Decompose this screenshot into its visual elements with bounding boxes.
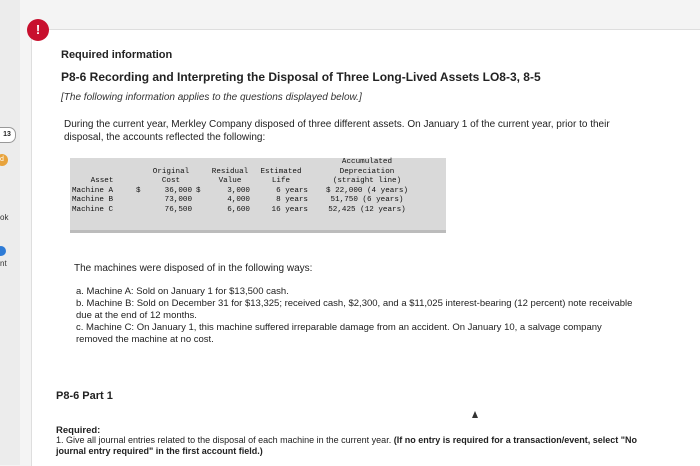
currency-symbol: [134, 196, 148, 206]
original-cost: 36,000: [164, 186, 192, 195]
header-value: Value: [218, 177, 242, 185]
accumulated-depreciation: 51,750 (6 years): [330, 196, 404, 204]
transactions-list: [76, 286, 636, 346]
sidebar-item-nt[interactable]: nt: [0, 259, 7, 268]
header-cost: Cost: [161, 177, 181, 185]
transaction-a: a. Machine A: Sold on January 1 for $13,500 cash.: [76, 286, 289, 297]
header-life: Life: [271, 177, 291, 185]
currency-symbol: $: [136, 186, 141, 195]
header-estimated: Estimated: [260, 167, 302, 176]
residual-value: 3,000: [227, 186, 250, 195]
asset-name: Machine B: [72, 196, 114, 204]
accumulated-depreciation: $ 22,000 (4 years): [325, 186, 409, 195]
sidebar-item-ok[interactable]: ok: [0, 213, 9, 222]
table-row: [70, 206, 424, 216]
sidebar-item-d[interactable]: d: [0, 154, 8, 166]
estimated-life: 16 years: [271, 205, 308, 214]
alert-icon: !: [27, 19, 49, 41]
currency-symbol: [134, 206, 148, 216]
asset-name: Machine C: [72, 205, 114, 214]
sidebar-status-dot-icon: [0, 246, 6, 256]
residual-value: 4,000: [227, 196, 250, 204]
header-accumulated: Accumulated: [341, 158, 393, 166]
table-row: [70, 196, 424, 206]
accumulated-depreciation: 52,425 (12 years): [328, 205, 406, 214]
part-label: P8-6 Part 1: [56, 390, 113, 402]
required-instruction-bold: (If no entry is required for a transaction/event, select "No journal entry required" in the first account field.): [56, 435, 638, 456]
original-cost: 73,000: [164, 196, 192, 204]
problem-intro: During the current year, Merkley Company disposed of three different assets. On January 1 of the current year, prior to their disposal, the accounts reflected the following:: [64, 119, 610, 143]
header-asset: Asset: [90, 177, 114, 185]
required-instruction: 1. Give all journal entries related to the disposal of each machine in the current year.: [56, 435, 392, 445]
header-original: Original: [152, 167, 190, 176]
header-straight-line: (straight line): [332, 177, 402, 185]
required-information-heading: Required information: [61, 49, 173, 61]
asset-name: Machine A: [72, 186, 114, 195]
mouse-cursor-icon: [472, 411, 478, 418]
question-number-badge[interactable]: 13: [0, 127, 16, 143]
transaction-c: c. Machine C: On January 1, this machine suffered irreparable damage from an accident. On January 10, a salvage company removed the machine at no cost.: [76, 322, 602, 345]
currency-symbol: [194, 206, 208, 216]
header-residual: Residual: [211, 167, 249, 176]
residual-value: 6,600: [227, 205, 250, 214]
required-text: [56, 435, 666, 457]
estimated-life: 8 years: [276, 196, 308, 204]
problem-note: [The following information applies to the questions displayed below.]: [61, 92, 362, 103]
problem-title: P8-6 Recording and Interpreting the Disposal of Three Long-Lived Assets LO8-3, 8-5: [61, 70, 541, 84]
header-depreciation: Depreciation: [339, 167, 395, 176]
table-row: [70, 187, 424, 197]
currency-symbol: $: [196, 186, 201, 195]
asset-data-table: [70, 158, 446, 233]
transaction-b: b. Machine B: Sold on December 31 for $13,325; received cash, $2,300, and a $11,025 interest-bearing (12 percent) note receivable due at the end of 12 months.: [76, 298, 633, 321]
estimated-life: 6 years: [276, 186, 308, 195]
required-label: Required:: [56, 425, 101, 436]
left-sidebar-strip: [0, 0, 20, 465]
disposal-intro: The machines were disposed of in the following ways:: [74, 263, 313, 274]
currency-symbol: [194, 196, 208, 206]
original-cost: 76,500: [164, 205, 192, 214]
